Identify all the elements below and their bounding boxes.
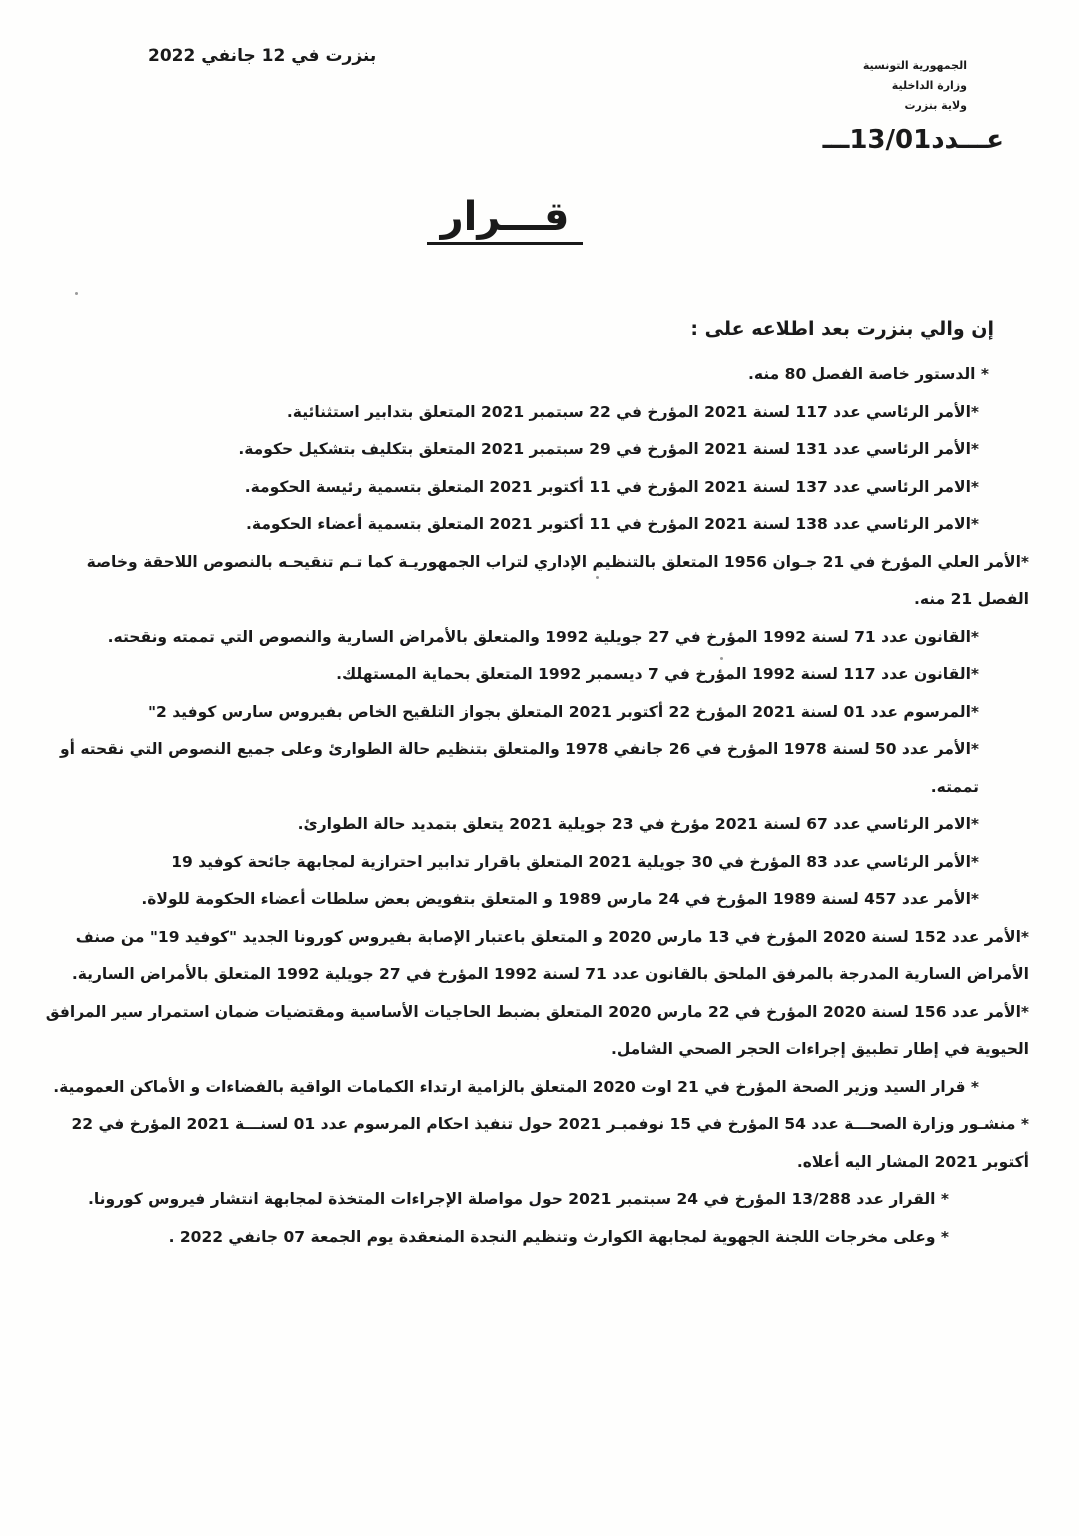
- clause: *الامر الرئاسي عدد 138 لسنة 2021 المؤرخ في 11 أكتوبر 2021 المتعلق بتسمية أعضاء الحكومة.: [246, 515, 979, 533]
- clause: *الأمر عدد 50 لسنة 1978 المؤرخ في 26 جانفي 1978 والمتعلق بتنظيم حالة الطوارئ وعلى جميع النصوص التي نقحته أو تممته.: [59, 740, 979, 796]
- clause: *الأمر عدد 156 لسنة 2020 المؤرخ في 22 مارس 2020 المتعلق بضبط الحاجيات الأساسية ومقتضيات ضمان استمرار سير المرافق الحيوية في إطار تطبيق إجراءات الحجر الصحي الشامل.: [45, 1002, 1029, 1058]
- clause: *الامر الرئاسي عدد 67 لسنة 2021 مؤرخ في 23 جويلية 2021 يتعلق بتمديد حالة الطوارئ.: [297, 815, 979, 833]
- preamble: إن والي بنزرت بعد اطلاعه على :: [690, 318, 994, 340]
- clause: *الأمر عدد 152 لسنة 2020 المؤرخ في 13 مارس 2020 و المتعلق باعتبار الإصابة بفيروس كورونا الجديد "كوفيد 19" من صنف الأمراض السارية المدرجة بالمرفق الملحق بالقانون عدد 71 لسنة 1992 المؤرخ في 27 جويلية 1992 المتعلق بالأمراض السارية.: [71, 927, 1029, 983]
- issuer-line-republic: الجمهورية التونسية: [862, 59, 967, 72]
- scan-speck: [75, 292, 78, 295]
- clause: *الأمر الرئاسي عدد 117 لسنة 2021 المؤرخ في 22 سبتمبر 2021 المتعلق بتدابير استثنائية.: [286, 402, 979, 421]
- issuer-line-ministry: وزارة الداخلية: [891, 79, 967, 92]
- issuer-line-governorate: ولاية بنزرت: [904, 99, 967, 112]
- clauses-list: [40, 356, 1029, 1256]
- clause: *القانون عدد 117 لسنة 1992 المؤرخ في 7 ديسمبر 1992 المتعلق بحماية المستهلك.: [336, 665, 979, 683]
- clause: *الأمر العلي المؤرخ في 21 جـوان 1956 المتعلق بالتنظيم الإداري لتراب الجمهوريـة كما تـم تنقيحـه بالنصوص اللاحقة وخاصة الفصل 21 منه.: [86, 552, 1029, 608]
- clause: *القانون عدد 71 لسنة 1992 المؤرخ في 27 جويلية 1992 والمتعلق بالأمراض السارية والنصوص التي تممته ونقحته.: [107, 627, 979, 646]
- document-title: [0, 194, 1010, 240]
- clause: * القرار عدد 13/288 المؤرخ في 24 سبتمبر 2021 حول مواصلة الإجراءات المتخذة لمجابهة انتشار فيروس كورونا.: [87, 1190, 949, 1208]
- reference-number: عـــدد13/01ـــ: [822, 125, 1004, 155]
- place-date: بنزرت في 12 جانفي 2022: [148, 46, 377, 66]
- clause: *الامر الرئاسي عدد 137 لسنة 2021 المؤرخ في 11 أكتوبر 2021 المتعلق بتسمية رئيسة الحكومة.: [244, 477, 979, 496]
- clause: * منشـور وزارة الصحـــة عدد 54 المؤرخ في 15 نوفمبـر 2021 حول تنفيذ احكام المرسوم عدد 01 لسنـــة 2021 المؤرخ في 22 أكتوبر 2021 المشار اليه أعلاه.: [71, 1115, 1029, 1171]
- clause: *الأمر عدد 457 لسنة 1989 المؤرخ في 24 مارس 1989 و المتعلق بتفويض بعض سلطات أعضاء الحكومة للولاة.: [141, 890, 979, 908]
- issuer-block: [863, 56, 967, 116]
- clause: * الدستور خاصة الفصل 80 منه.: [748, 365, 989, 383]
- document-title-text: قـــرار: [427, 194, 584, 245]
- clause: * وعلى مخرجات اللجنة الجهوية لمجابهة الكوارث وتنظيم النجدة المنعقدة يوم الجمعة 07 جانفي 2022 .: [168, 1227, 949, 1246]
- clause: *الأمر الرئاسي عدد 131 لسنة 2021 المؤرخ في 29 سبتمبر 2021 المتعلق بتكليف بتشكيل حكومة.: [238, 440, 979, 458]
- clause: * قرار السيد وزير الصحة المؤرخ في 21 اوت 2020 المتعلق بالزامية ارتداء الكمامات الواقية بالفضاءات و الأماكن العمومية.: [53, 1077, 979, 1096]
- clause: *المرسوم عدد 01 لسنة 2021 المؤرخ 22 أكتوبر 2021 المتعلق بجواز التلقيح الخاص بفيروس سارس كوفيد 2": [147, 702, 979, 721]
- clause: *الأمر الرئاسي عدد 83 المؤرخ في 30 جويلية 2021 المتعلق باقرار تدابير احترازية لمجابهة جائحة كوفيد 19: [171, 852, 979, 871]
